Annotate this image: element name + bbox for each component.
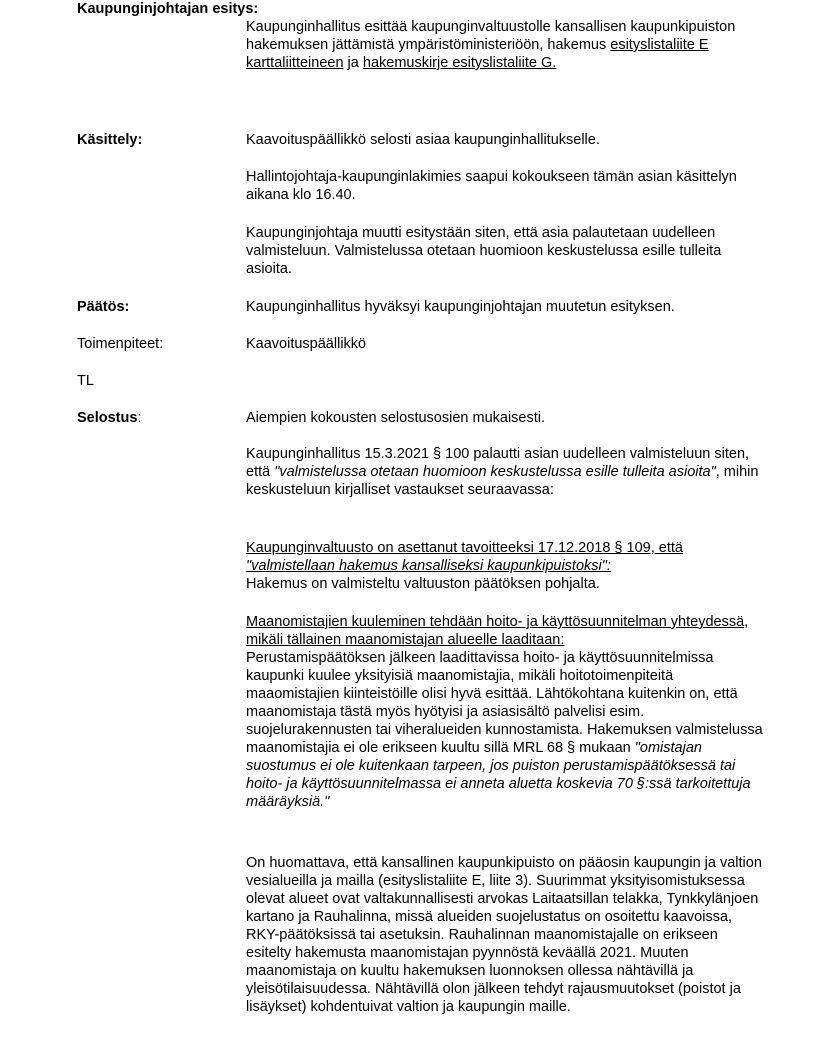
processing-p3: Kaupunginjohtaja muutti esitystään siten, että asia palautetaan uudelleen valmisteluun. Valmistelussa otetaan huomioon keskustelussa esille tulleita asioita. — [246, 225, 722, 277]
p2-quote: "valmistelussa otetaan huomioon keskustelussa esille tulleita asioita" — [274, 464, 716, 480]
explanation-p3 — [246, 539, 766, 593]
processing-label: Käsittely: — [77, 132, 143, 148]
proposal-label: Kaupunginjohtajan esitys: — [77, 1, 259, 17]
actions-label: Toimenpiteet: — [77, 336, 164, 352]
attachment-g-link[interactable]: hakemuskirje esityslistaliite G. — [362, 55, 557, 71]
explanation-label-colon: : — [137, 410, 142, 426]
decision-text: Kaupunginhallitus hyväksyi kaupunginjohtajan muutetun esityksen. — [246, 299, 675, 315]
p4-quote: "omistajan suostumus ei ole kuitenkaan tarpeen, jos puiston perustamispäätöksessä tai hoito- ja käyttösuunnitelmassa ei anneta aluetta koskevia 70 §:ssä tarkoitettuja määräyksiä." — [246, 740, 751, 810]
explanation-label — [77, 409, 141, 427]
p4-heading: Maanomistajien kuuleminen tehdään hoito- ja käyttösuunnitelman yhteydessä, mikäli tällainen maanomistajan alueelle laaditaan: — [246, 614, 749, 648]
explanation-p4 — [246, 613, 766, 811]
p3-text: Hakemus on valmisteltu valtuuston päätöksen pohjalta. — [246, 576, 600, 592]
p2-text: , mihin keskusteluun kirjalliset vastaukset seuraavassa: — [246, 464, 759, 498]
actions-text: Kaavoituspäällikkö — [246, 336, 367, 352]
explanation-label-bold: Selostus — [77, 410, 138, 426]
decision-label: Päätös: — [77, 299, 130, 315]
p3-heading: Kaupunginvaltuusto on asettanut tavoitteeksi 17.12.2018 § 109, että — [246, 540, 683, 556]
proposal-text-part: Kaupunginhallitus esittää kaupunginvaltuustolle kansallisen kaupunkipuiston hakemuksen jättämistä ympäristöministeriöön, hakemus — [246, 19, 736, 53]
p2-text: Kaupunginhallitus 15.3.2021 § 100 palautti asian uudelleen valmisteluun siten, että — [246, 446, 750, 480]
explanation-p2 — [246, 445, 766, 499]
explanation-intro: Aiempien kokousten selostusosien mukaisesti. — [246, 410, 546, 426]
p3-quote: "valmistellaan hakemus kansalliseksi kaupunkipuistoksi": — [246, 558, 611, 574]
processing-p2: Hallintojohtaja-kaupunginlakimies saapui kokoukseen tämän asian käsittelyn aikana klo 16.40. — [246, 169, 737, 203]
proposal-text-part: ja — [343, 55, 363, 71]
explanation-p5: On huomattava, että kansallinen kaupunkipuisto on pääosin kaupungin ja valtion vesialueilla ja mailla (esityslistaliite E, liite 3). Suurimmat yksityisomistuksessa olevat alueet ovat valtakunnallisesti arvokas Laitaatsillan telakka, Tynkkylänjoen kartano ja Rauhalinna, missä alueiden suojelustatus on osoitettu kaavoissa, RKY-päätöksissä tai asetuksin. Rauhalinnan maanomistajalle on erikseen esitelty hakemusta maanomistajan pyynnöstä keväällä 2021. Muuten maanomistaja on kuultu hakemuksen luonnoksen ollessa nähtävillä ja yleisötilaisuudessa. Nähtävillä olon jälkeen tehdyt rajausmuutokset (poistot ja lisäykset) kohdentuivat valtion ja kaupungin maille. — [246, 855, 762, 1015]
attachment-e-link[interactable]: esityslistaliite E karttaliitteineen — [246, 37, 709, 71]
p4-text: Perustamispäätöksen jälkeen laadittavissa hoito- ja käyttösuunnitelmissa kaupunki kuulee yksityisiä maanomistajia, mikäli hoitotoimenpiteitä maaomistajien kiinteistöille olisi hyvä esittää. Lähtökohtana kuitenkin on, että maanomistaja tästä myös hyötyisi ja asiasisältö palvelisi esim. suojelurakennusten tai viheralueiden kunnostamista. Hakemuksen valmistelussa maanomistajia ei ole erikseen kuultu sillä MRL 68 § mukaan — [246, 650, 763, 756]
initials: TL — [77, 373, 94, 389]
proposal-text — [246, 18, 766, 72]
processing-p1: Kaavoituspäällikkö selosti asiaa kaupunginhallitukselle. — [246, 132, 600, 148]
